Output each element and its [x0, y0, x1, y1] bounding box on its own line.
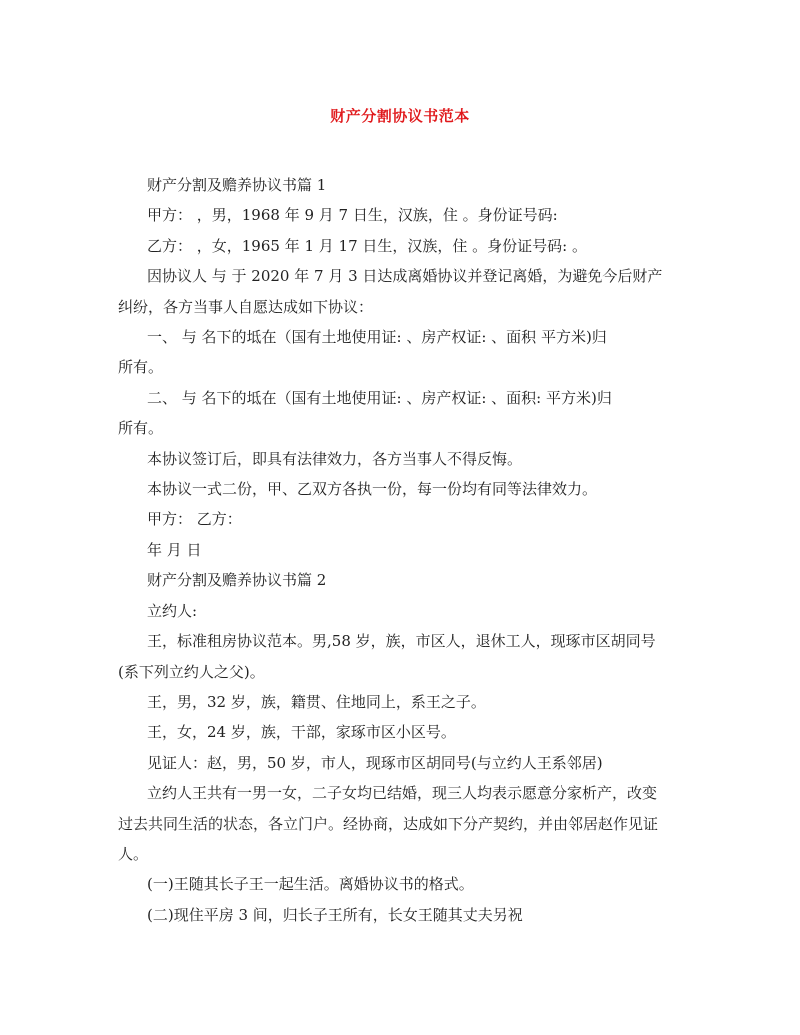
text-line: 财产分割及赡养协议书篇 1 — [147, 176, 327, 194]
text-line: 甲方： 乙方： — [147, 510, 242, 529]
text-line: 一、 与 名下的坻在（国有土地使用证: 、房产权证: 、面积 平方米)归 — [147, 328, 607, 347]
text-line: 过去共同生活的状态，各立门户。经协商，达成如下分产契约，并由邻居赵作见证 — [118, 814, 659, 833]
text-line: 纠纷，各方当事人自愿达成如下协议： — [118, 297, 374, 316]
document-title: 财产分割协议书范本 — [330, 107, 470, 125]
text-line: 二、 与 名下的坻在（国有土地使用证: 、房产权证: 、面积: 平方米)归 — [147, 388, 612, 407]
text-line: 所有。 — [118, 358, 164, 377]
text-line: 所有。 — [118, 419, 164, 438]
text-line: 立约人: — [147, 601, 198, 620]
text-line: 人。 — [118, 844, 149, 863]
text-line: (系下列立约人之父)。 — [118, 662, 265, 681]
text-line: 甲方： ，男，1968 年 9 月 7 日生，汉族，住 。身份证号码: — [147, 206, 558, 225]
document-body — [118, 170, 667, 930]
text-line: 乙方： ，女，1965 年 1 月 17 日生，汉族，住 。身份证号码: 。 — [147, 236, 588, 255]
text-line: (一)王随其长子王一起生活。离婚协议书的格式。 — [147, 875, 474, 894]
text-line: 王，标准租房协议范本。男,58 岁，族，市区人，退休工人，现琢市区胡同号 — [147, 632, 656, 651]
text-line: 立约人王共有一男一女，二子女均已结婚，现三人均表示愿意分家析产，改变 — [147, 784, 658, 803]
text-line: (二)现住平房 3 间，归长子王所有，长女王随其丈夫另祝 — [147, 905, 523, 924]
text-line: 见证人：赵，男，50 岁，市人，现琢市区胡同号(与立约人王系邻居) — [147, 753, 603, 772]
text-line: 年 月 日 — [147, 540, 202, 559]
text-line: 本协议签订后，即具有法律效力，各方当事人不得反悔。 — [147, 449, 523, 468]
text-line: 王，女，24 岁，族，干部，家琢市区小区号。 — [147, 723, 456, 742]
text-line: 本协议一式二份，甲、乙双方各执一份，每一份均有同等法律效力。 — [147, 480, 598, 499]
text-line: 因协议人 与 于 2020 年 7 月 3 日达成离婚协议并登记离婚，为避免今后财产 — [147, 267, 663, 286]
text-line: 财产分割及赡养协议书篇 2 — [147, 571, 327, 590]
text-line: 王，男，32 岁，族，籍贯、住地同上，系王之子。 — [147, 692, 486, 711]
